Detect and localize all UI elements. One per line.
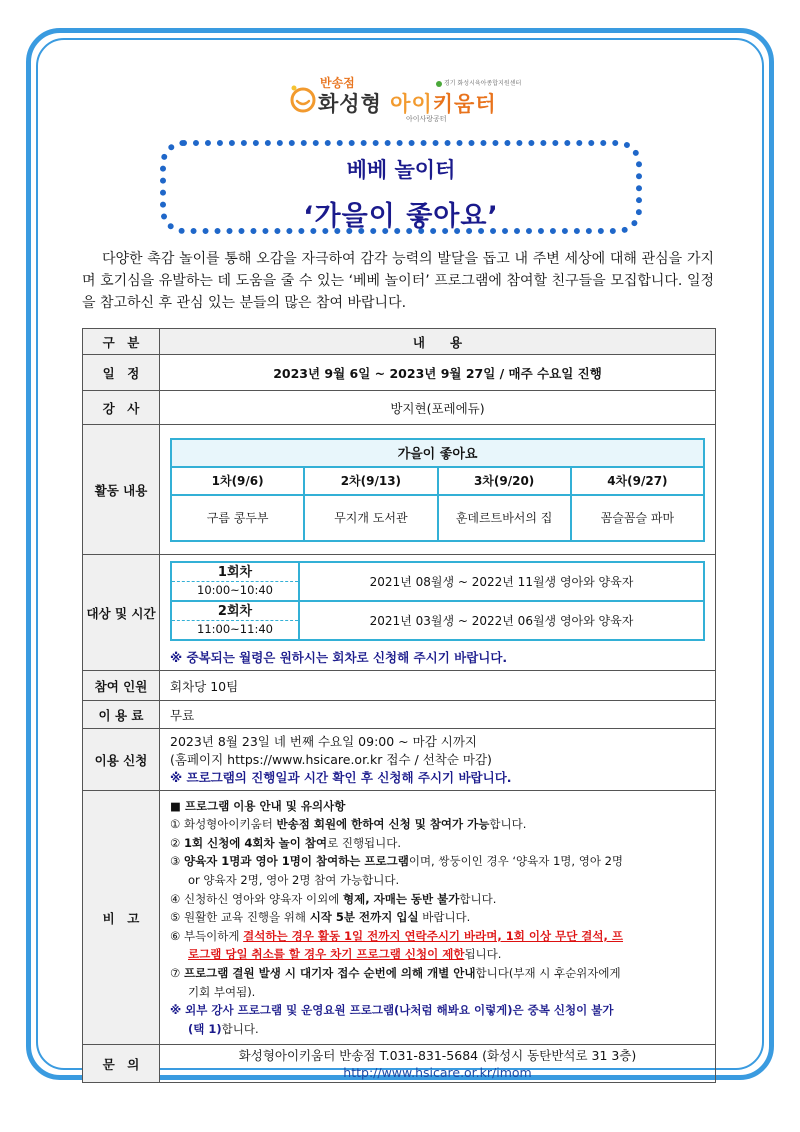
session-name: 꼼슬꼼슬 파마 bbox=[571, 495, 704, 541]
header-content: 내 용 bbox=[160, 329, 716, 355]
session-name: 구름 콩두부 bbox=[171, 495, 304, 541]
activities-row bbox=[83, 425, 716, 555]
remark-item: ③ 양육자 1명과 영아 1명이 참여하는 프로그램이며, 쌍둥이인 경우 ‘양육자 1명, 영아 2명 bbox=[170, 854, 624, 869]
remark-item: ⑤ 원활한 교육 진행을 위해 시작 5분 전까지 입실 바랍니다. bbox=[170, 910, 471, 925]
info-table bbox=[82, 328, 716, 1083]
round-1: 1회차 10:00~10:40 bbox=[171, 562, 299, 601]
logo-sub: 아이사랑공터 bbox=[406, 115, 447, 123]
program-subtitle: ‘가을이 좋아요’ bbox=[303, 201, 499, 232]
contact-url[interactable]: http://www.hsicare.or.kr/imom bbox=[343, 1064, 532, 1080]
logo-name: 화성형 아이키움터 bbox=[318, 92, 497, 116]
round-1-target: 2021년 08월생 ~ 2022년 11월생 영아와 양육자 bbox=[299, 562, 704, 601]
fee-value: 무료 bbox=[160, 701, 716, 729]
participants-value: 회차당 10팀 bbox=[160, 671, 716, 701]
target-note: ※ 중복되는 월령은 원하시는 회차로 신청해 주시기 바랍니다. bbox=[170, 650, 508, 665]
target-label: 대상 및 시간 bbox=[83, 555, 160, 671]
remark-item: ① 화성형아이키움터 반송점 회원에 한하여 신청 및 참여가 가능합니다. bbox=[170, 817, 527, 832]
round-2-target: 2021년 03월생 ~ 2022년 06월생 영아와 양육자 bbox=[299, 601, 704, 640]
remarks-row bbox=[83, 791, 716, 1045]
target-table bbox=[170, 561, 705, 641]
contact-cell bbox=[160, 1045, 716, 1083]
remark-item-cont: or 양육자 2명, 영아 2명 참여 가능합니다. bbox=[188, 873, 400, 888]
fee-label: 이 용 료 bbox=[83, 701, 160, 729]
participants-row bbox=[83, 671, 716, 701]
intro-text: 다양한 촉감 놀이를 통해 오감을 자극하여 감각 능력의 발달을 돕고 내 주변 세상에 대해 관심을 가지며 호기심을 유발하는 데 도움을 줄 수 있는 ‘베베 놀이터’ 프로그램에 참여할 친구들을 모집합니다. 일정을 참고하신 후 관심 있는 분들의 많은 참여 바랍니다. bbox=[82, 251, 714, 311]
session-name: 훈데르트바서의 집 bbox=[438, 495, 571, 541]
remark-item: ⑥ 부득이하게 결석하는 경우 활동 1일 전까지 연락주시기 바라며, 1회 이상 무단 결석, 프 bbox=[170, 928, 624, 943]
round-2: 2회차 11:00~11:40 bbox=[171, 601, 299, 640]
target-row bbox=[83, 555, 716, 671]
contact-info: 화성형아이키움터 반송점 T.031-831-5684 (화성시 동탄반석로 31 3층) bbox=[238, 1047, 637, 1063]
instructor-label: 강 사 bbox=[83, 391, 160, 425]
header-label: 구 분 bbox=[83, 329, 160, 355]
remark-note: ※ 외부 강사 프로그램 및 운영요원 프로그램(나처럼 해봐요 이렇게)은 중복 신청이 불가 bbox=[170, 1003, 614, 1018]
activities-cell bbox=[160, 425, 716, 555]
session-date: 1차(9/6) bbox=[171, 467, 304, 495]
instructor-value: 방지현(포레에듀) bbox=[160, 391, 716, 425]
contact-row bbox=[83, 1045, 716, 1083]
remark-item: ② 1회 신청에 4회차 놀이 참여로 진행됩니다. bbox=[170, 835, 402, 850]
remarks-label: 비 고 bbox=[83, 791, 160, 1045]
session-date: 3차(9/20) bbox=[438, 467, 571, 495]
participants-label: 참여 인원 bbox=[83, 671, 160, 701]
logo-branch: 반송점 bbox=[320, 76, 355, 90]
schedule-value: 2023년 9월 6일 ~ 2023년 9월 27일 / 매주 수요일 진행 bbox=[160, 355, 716, 391]
fee-row bbox=[83, 701, 716, 729]
remark-item-cont: 로그램 당일 취소를 할 경우 차기 프로그램 신청이 제한됩니다. bbox=[188, 947, 502, 962]
program-title: 베베 놀이터 bbox=[346, 158, 456, 182]
apply-method: (홈페이지 https://www.hsicare.or.kr 접수 / 선착순 마감) bbox=[170, 751, 492, 767]
table-header-row bbox=[83, 329, 716, 355]
activities-title: 가을이 좋아요 bbox=[171, 439, 704, 467]
instructor-row bbox=[83, 391, 716, 425]
apply-note: ※ 프로그램의 진행일과 시간 확인 후 신청해 주시기 바랍니다. bbox=[170, 769, 512, 785]
schedule-row bbox=[83, 355, 716, 391]
remark-item: ⑦ 프로그램 결원 발생 시 대기자 접수 순번에 의해 개별 안내합니다(부재 시 후순위자에게 bbox=[170, 965, 621, 980]
remark-note-cont: (택 1)합니다. bbox=[188, 1021, 259, 1036]
logo bbox=[284, 72, 524, 128]
org-dot-icon bbox=[436, 81, 442, 87]
activities-table bbox=[170, 438, 705, 542]
contact-label: 문 의 bbox=[83, 1045, 160, 1083]
target-cell bbox=[160, 555, 716, 671]
remarks-cell bbox=[160, 791, 716, 1045]
session-date: 2차(9/13) bbox=[304, 467, 437, 495]
session-name: 무지개 도서관 bbox=[304, 495, 437, 541]
schedule-label: 일 정 bbox=[83, 355, 160, 391]
remarks-heading: ■ 프로그램 이용 안내 및 유의사항 bbox=[170, 798, 346, 813]
title-box bbox=[160, 140, 642, 234]
sun-smile-icon bbox=[288, 84, 318, 114]
apply-label: 이용 신청 bbox=[83, 729, 160, 791]
logo-org: 경기 화성시육아종합지원센터 bbox=[436, 78, 521, 87]
apply-row bbox=[83, 729, 716, 791]
apply-period: 2023년 8월 23일 네 번째 수요일 09:00 ~ 마감 시까지 bbox=[170, 733, 477, 749]
apply-cell bbox=[160, 729, 716, 791]
activities-label: 활동 내용 bbox=[83, 425, 160, 555]
remark-item: ④ 신청하신 영아와 양육자 이외에 형제, 자매는 동반 불가합니다. bbox=[170, 891, 497, 906]
session-date: 4차(9/27) bbox=[571, 467, 704, 495]
remark-item-cont: 기회 부여됨). bbox=[188, 984, 256, 999]
